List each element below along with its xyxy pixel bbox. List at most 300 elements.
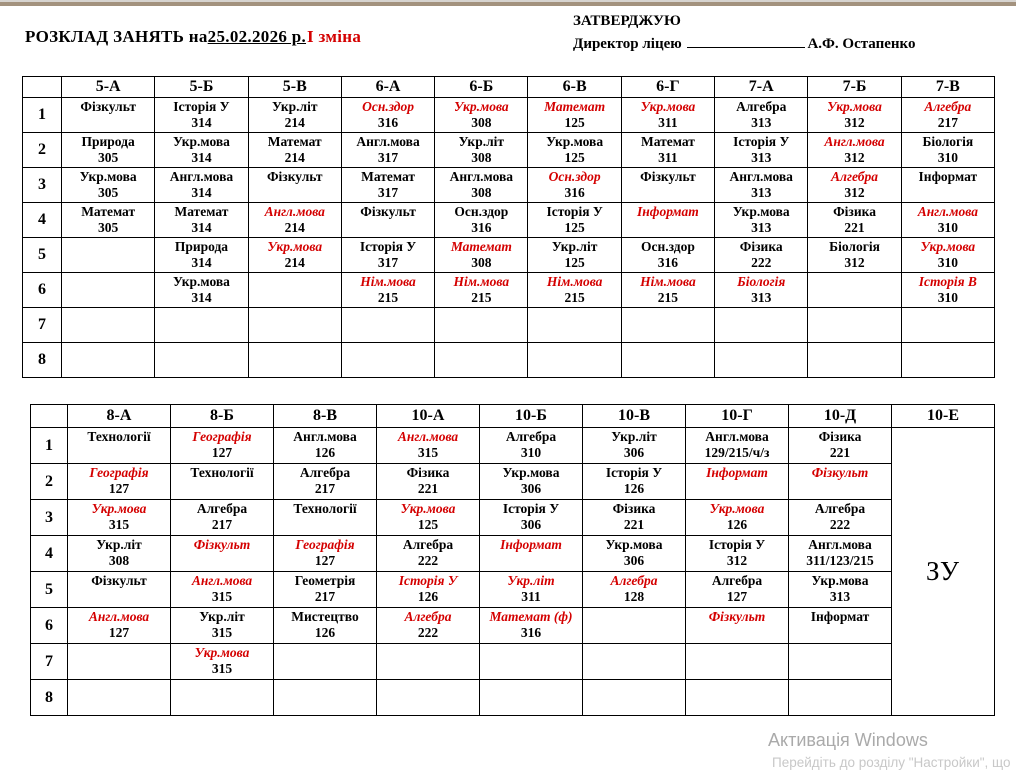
subject-label: Математ [267, 134, 322, 149]
subject-label: Фізкульт [640, 169, 696, 184]
room-number: 311/123/215 [806, 553, 874, 568]
schedule-cell [274, 464, 377, 500]
table-row [23, 168, 995, 203]
schedule-cell [435, 168, 528, 203]
lesson-number: 2 [31, 464, 68, 500]
subject-label: Укр.мова [546, 134, 604, 149]
subject-label: Укр.мова [194, 645, 250, 660]
room-number: 215 [564, 290, 585, 305]
schedule-cell [274, 500, 377, 536]
schedule-cell [686, 608, 789, 644]
schedule-cell [901, 203, 994, 238]
table-row [23, 343, 995, 378]
schedule-cell [341, 273, 434, 308]
room-number: 125 [564, 115, 585, 130]
schedule-cell [68, 680, 171, 716]
room-number: 314 [191, 150, 212, 165]
table-row [23, 238, 995, 273]
schedule-cell [341, 133, 434, 168]
schedule-cell [68, 644, 171, 680]
room-number: 128 [623, 589, 645, 604]
table-row [23, 273, 995, 308]
column-header-10-А: 10-А [377, 405, 480, 428]
subject-label: Фізика [818, 429, 862, 444]
room-number: 125 [564, 150, 585, 165]
schedule-cell [435, 203, 528, 238]
subject-label: Англ.мова [397, 429, 459, 444]
room-number: 221 [829, 445, 851, 460]
schedule-cell [68, 428, 171, 464]
column-header-blank [31, 405, 68, 428]
schedule-cell [583, 536, 686, 572]
subject-label: Історія У [708, 537, 766, 552]
schedule-cell [901, 168, 994, 203]
table-body [31, 428, 995, 716]
subject-label: Математ [450, 239, 512, 254]
schedule-cell [808, 168, 901, 203]
subject-label: Фізкульт [811, 465, 869, 480]
schedule-cell [901, 133, 994, 168]
column-header-10-Д: 10-Д [789, 405, 892, 428]
subject-label: Історія В [918, 274, 977, 289]
room-number: 217 [937, 115, 958, 130]
schedule-cell [248, 98, 341, 133]
subject-label: Історія У [733, 134, 790, 149]
column-header-5-В: 5-В [248, 77, 341, 98]
room-number: 313 [751, 115, 772, 130]
schedule-cell [274, 572, 377, 608]
room-number: 217 [211, 517, 233, 532]
subject-label: Алгебра [299, 465, 351, 480]
subject-label: Англ.мова [264, 204, 325, 219]
approval-role: Директор ліцею [573, 36, 682, 52]
schedule-cell [901, 343, 994, 378]
room-number: 214 [284, 255, 305, 270]
schedule-cell [528, 133, 621, 168]
room-number: 217 [314, 481, 336, 496]
room-number: 312 [844, 255, 865, 270]
subject-label: Нім.мова [360, 274, 416, 289]
subject-label: Географія [192, 429, 252, 444]
room-number: 127 [108, 625, 130, 640]
table-row [23, 98, 995, 133]
schedule-cell [274, 536, 377, 572]
room-number: 217 [314, 589, 336, 604]
room-number: 316 [520, 625, 542, 640]
subject-label: Укр.мова [640, 99, 696, 114]
room-number: 306 [623, 553, 645, 568]
column-header-6-А: 6-А [341, 77, 434, 98]
schedule-cell [480, 608, 583, 644]
subject-label: Фізкульт [266, 169, 323, 184]
subject-label: Історія У [398, 573, 458, 588]
room-number: 311 [658, 150, 678, 165]
schedule-cell [155, 133, 248, 168]
lesson-number: 5 [23, 238, 62, 273]
table-row [23, 308, 995, 343]
table-row [31, 536, 995, 572]
schedule-cell [377, 500, 480, 536]
lesson-number: 1 [23, 98, 62, 133]
room-number: 310 [937, 150, 958, 165]
subject-label: Укр.літ [96, 537, 142, 552]
table-row [23, 203, 995, 238]
schedule-cell [480, 572, 583, 608]
subject-label: Осн.здор [640, 239, 695, 254]
schedule-cell [248, 168, 341, 203]
lesson-number: 3 [31, 500, 68, 536]
room-number: 313 [751, 185, 772, 200]
schedule-table-grades-8-10 [30, 404, 995, 716]
subject-label: Математ [174, 204, 229, 219]
schedule-cell [68, 608, 171, 644]
table-body [23, 98, 995, 378]
subject-label: Технології [190, 465, 254, 480]
room-number: 126 [314, 445, 336, 460]
table-row [31, 572, 995, 608]
schedule-cell [621, 273, 714, 308]
schedule-cell [715, 343, 808, 378]
subject-label: Англ.мова [449, 169, 514, 184]
room-number: 308 [471, 185, 492, 200]
column-header-5-Б: 5-Б [155, 77, 248, 98]
room-number: 215 [377, 290, 399, 305]
room-number: 308 [471, 255, 492, 270]
schedule-cell [341, 238, 434, 273]
subject-label: Технології [293, 501, 357, 516]
room-number: 125 [564, 220, 585, 235]
schedule-cell [715, 273, 808, 308]
subject-label: Природа [81, 134, 135, 149]
schedule-cell [621, 98, 714, 133]
schedule-cell [377, 680, 480, 716]
column-header-7-А: 7-А [715, 77, 808, 98]
column-header-10-Б: 10-Б [480, 405, 583, 428]
room-number: 222 [751, 255, 772, 270]
subject-label: Укр.мова [502, 465, 560, 480]
subject-label: Алгебра [736, 99, 787, 114]
room-number: 312 [844, 150, 865, 165]
lesson-number: 5 [31, 572, 68, 608]
title-shift: І зміна [307, 27, 362, 46]
room-number: 314 [191, 220, 212, 235]
room-number: 317 [377, 255, 399, 270]
schedule-cell [480, 428, 583, 464]
subject-label: Математ [640, 134, 695, 149]
lesson-number: 7 [23, 308, 62, 343]
subject-label: Осн.здор [548, 169, 601, 184]
subject-label: Біологія [737, 274, 786, 289]
schedule-cell [480, 680, 583, 716]
lesson-number: 8 [23, 343, 62, 378]
subject-label: Укр.літ [199, 609, 245, 624]
room-number: 314 [191, 290, 212, 305]
room-number: 308 [108, 553, 130, 568]
schedule-cell [341, 168, 434, 203]
room-number: 306 [623, 445, 645, 460]
subject-label: Укр.літ [551, 239, 598, 254]
schedule-cell [274, 644, 377, 680]
schedule-cell [341, 308, 434, 343]
subject-label: Інформат [500, 537, 562, 552]
room-number: 215 [471, 290, 492, 305]
schedule-cell [171, 608, 274, 644]
room-number: 126 [417, 589, 439, 604]
schedule-cell [248, 308, 341, 343]
room-number: 127 [108, 481, 130, 496]
subject-label: Укр.мова [605, 537, 663, 552]
table-row [31, 608, 995, 644]
room-number: 313 [751, 150, 772, 165]
subject-label: Нім.мова [453, 274, 510, 289]
subject-label: Англ.мова [356, 134, 420, 149]
subject-label: Укр.мова [91, 501, 147, 516]
room-number: 305 [98, 185, 119, 200]
subject-label: Нім.мова [546, 274, 603, 289]
schedule-cell [808, 273, 901, 308]
schedule-cell [377, 464, 480, 500]
subject-label: Біологія [829, 239, 880, 254]
room-number: 310 [937, 220, 958, 235]
room-number: 305 [98, 150, 119, 165]
schedule-cell [621, 168, 714, 203]
subject-label: Укр.мова [732, 204, 790, 219]
column-header-6-Г: 6-Г [621, 77, 714, 98]
schedule-cell [274, 608, 377, 644]
subject-label: Мистецтво [291, 609, 359, 624]
subject-label: Фізкульт [193, 537, 251, 552]
subject-label: Математ [81, 204, 136, 219]
subject-label: Англ.мова [169, 169, 234, 184]
room-number: 125 [564, 255, 585, 270]
room-number: 316 [657, 255, 679, 270]
table-head [31, 405, 995, 428]
subject-label: Англ.мова [293, 429, 357, 444]
subject-label: Фізика [612, 501, 656, 516]
schedule-cell [528, 98, 621, 133]
room-number: 312 [726, 553, 748, 568]
room-number: 305 [98, 220, 119, 235]
room-number: 310 [937, 290, 958, 305]
title-prefix: РОЗКЛАД ЗАНЯТЬ на [25, 27, 208, 46]
schedule-cell [480, 500, 583, 536]
schedule-cell [686, 680, 789, 716]
schedule-cell [583, 428, 686, 464]
subject-label: Нім.мова [640, 274, 696, 289]
room-number: 317 [377, 150, 399, 165]
schedule-cell [789, 536, 892, 572]
schedule-cell [155, 343, 248, 378]
schedule-cell [686, 428, 789, 464]
column-header-8-А: 8-А [68, 405, 171, 428]
schedule-cell [901, 238, 994, 273]
schedule-cell [789, 644, 892, 680]
subject-label: Технології [87, 429, 151, 444]
schedule-cell [480, 536, 583, 572]
schedule-cell [377, 536, 480, 572]
subject-label: Укр.мова [79, 169, 137, 184]
room-number: 126 [726, 517, 748, 532]
schedule-cell [808, 203, 901, 238]
subject-label: Інформат [637, 204, 699, 219]
room-number: 126 [623, 481, 645, 496]
schedule-cell [789, 464, 892, 500]
schedule-cell [377, 428, 480, 464]
schedule-cell [377, 644, 480, 680]
schedule-cell [621, 203, 714, 238]
subject-label: Англ.мова [824, 134, 885, 149]
room-number: 316 [564, 185, 585, 200]
subject-label: Історія У [173, 99, 230, 114]
schedule-cell [171, 464, 274, 500]
schedule-cell [686, 572, 789, 608]
room-number: 311 [658, 115, 678, 130]
subject-label: Математ [361, 169, 415, 184]
schedule-cell [435, 238, 528, 273]
schedule-cell [171, 680, 274, 716]
room-number: 310 [520, 445, 542, 460]
schedule-cell [62, 308, 155, 343]
schedule-cell [808, 98, 901, 133]
schedule-cell [155, 238, 248, 273]
subject-label: Укр.мова [920, 239, 976, 254]
subject-label: Укр.мова [400, 501, 456, 516]
signature-underline [687, 33, 805, 48]
room-number: 125 [417, 517, 439, 532]
schedule-cell [155, 203, 248, 238]
column-header-7-Б: 7-Б [808, 77, 901, 98]
subject-label: Англ.мова [729, 169, 793, 184]
subject-label: Укр.літ [507, 573, 555, 588]
room-number: 306 [520, 481, 542, 496]
schedule-cell [789, 608, 892, 644]
lesson-number: 2 [23, 133, 62, 168]
room-number: 314 [191, 115, 212, 130]
column-header-10-Е: 10-Е [892, 405, 995, 428]
room-number: 313 [829, 589, 851, 604]
table-row [23, 133, 995, 168]
schedule-cell [583, 500, 686, 536]
schedule-cell [583, 572, 686, 608]
room-number: 127 [314, 553, 336, 568]
schedule-cell [155, 273, 248, 308]
subject-label: Алгебра [404, 609, 452, 624]
subject-label: Укр.мова [811, 573, 869, 588]
column-header-7-В: 7-В [901, 77, 994, 98]
schedule-cell [155, 168, 248, 203]
subject-label: Історія У [502, 501, 560, 516]
approval-block [573, 10, 916, 56]
room-number: 316 [471, 220, 492, 235]
approval-signature-line [573, 33, 916, 56]
schedule-cell [686, 644, 789, 680]
schedule-cell [528, 308, 621, 343]
room-number: 222 [417, 625, 439, 640]
schedule-cell [808, 308, 901, 343]
room-number: 308 [471, 115, 492, 130]
room-number: 312 [844, 185, 865, 200]
schedule-cell [248, 343, 341, 378]
room-number: 313 [751, 290, 772, 305]
subject-label: Укр.мова [267, 239, 323, 254]
schedule-cell [808, 133, 901, 168]
schedule-cell [68, 536, 171, 572]
subject-label: Алгебра [196, 501, 248, 516]
subject-label: Географія [89, 465, 149, 480]
subject-label: Фізкульт [360, 204, 416, 219]
schedule-cell [789, 680, 892, 716]
lesson-number: 4 [23, 203, 62, 238]
schedule-cell [528, 343, 621, 378]
subject-label: Укр.мова [172, 134, 230, 149]
schedule-cell [62, 238, 155, 273]
windows-activation-watermark: Активація Windows [768, 730, 928, 750]
schedule-cell [68, 500, 171, 536]
subject-label: Природа [174, 239, 229, 254]
schedule-cell [715, 98, 808, 133]
zu-merged-cell: ЗУ [892, 428, 995, 716]
subject-label: Фізика [739, 239, 783, 254]
room-number: 315 [211, 589, 233, 604]
schedule-cell [248, 273, 341, 308]
schedule-cell [528, 168, 621, 203]
schedule-cell [62, 133, 155, 168]
approval-name: А.Ф. Остапенко [807, 36, 916, 52]
subject-label: Фізкульт [80, 99, 136, 114]
title-date: 25.02.2026 р. [207, 27, 307, 46]
schedule-cell [686, 464, 789, 500]
schedule-cell [583, 464, 686, 500]
subject-label: Фізкульт [91, 573, 147, 588]
subject-label: Алгебра [831, 169, 878, 184]
room-number: 315 [417, 445, 439, 460]
lesson-number: 7 [31, 644, 68, 680]
schedule-cell [341, 343, 434, 378]
schedule-cell [171, 644, 274, 680]
subject-label: Укр.мова [709, 501, 765, 516]
room-number: 214 [284, 115, 305, 130]
subject-label: Фізика [406, 465, 450, 480]
subject-label: Історія У [605, 465, 663, 480]
schedule-cell [901, 98, 994, 133]
subject-label: Осн.здор [362, 99, 414, 114]
schedule-cell [808, 343, 901, 378]
subject-label: Укр.мова [172, 274, 230, 289]
subject-label: Геометрія [294, 573, 356, 588]
subject-label: Укр.літ [611, 429, 657, 444]
schedule-cell [528, 273, 621, 308]
schedule-cell [435, 273, 528, 308]
schedule-cell [171, 572, 274, 608]
subject-label: Укр.мова [827, 99, 882, 114]
table-row [31, 500, 995, 536]
schedule-cell [248, 203, 341, 238]
table-row [31, 680, 995, 716]
table-row [31, 464, 995, 500]
subject-label: Англ.мова [191, 573, 253, 588]
schedule-cell [435, 133, 528, 168]
subject-label: Математ (ф) [489, 609, 573, 624]
schedule-cell [715, 168, 808, 203]
schedule-cell [155, 98, 248, 133]
subject-label: Англ.мова [88, 609, 150, 624]
schedule-cell [686, 500, 789, 536]
column-header-8-В: 8-В [274, 405, 377, 428]
schedule-cell [621, 343, 714, 378]
subject-label: Інформат [810, 609, 870, 624]
subject-label: Алгебра [505, 429, 557, 444]
room-number: 317 [377, 185, 399, 200]
